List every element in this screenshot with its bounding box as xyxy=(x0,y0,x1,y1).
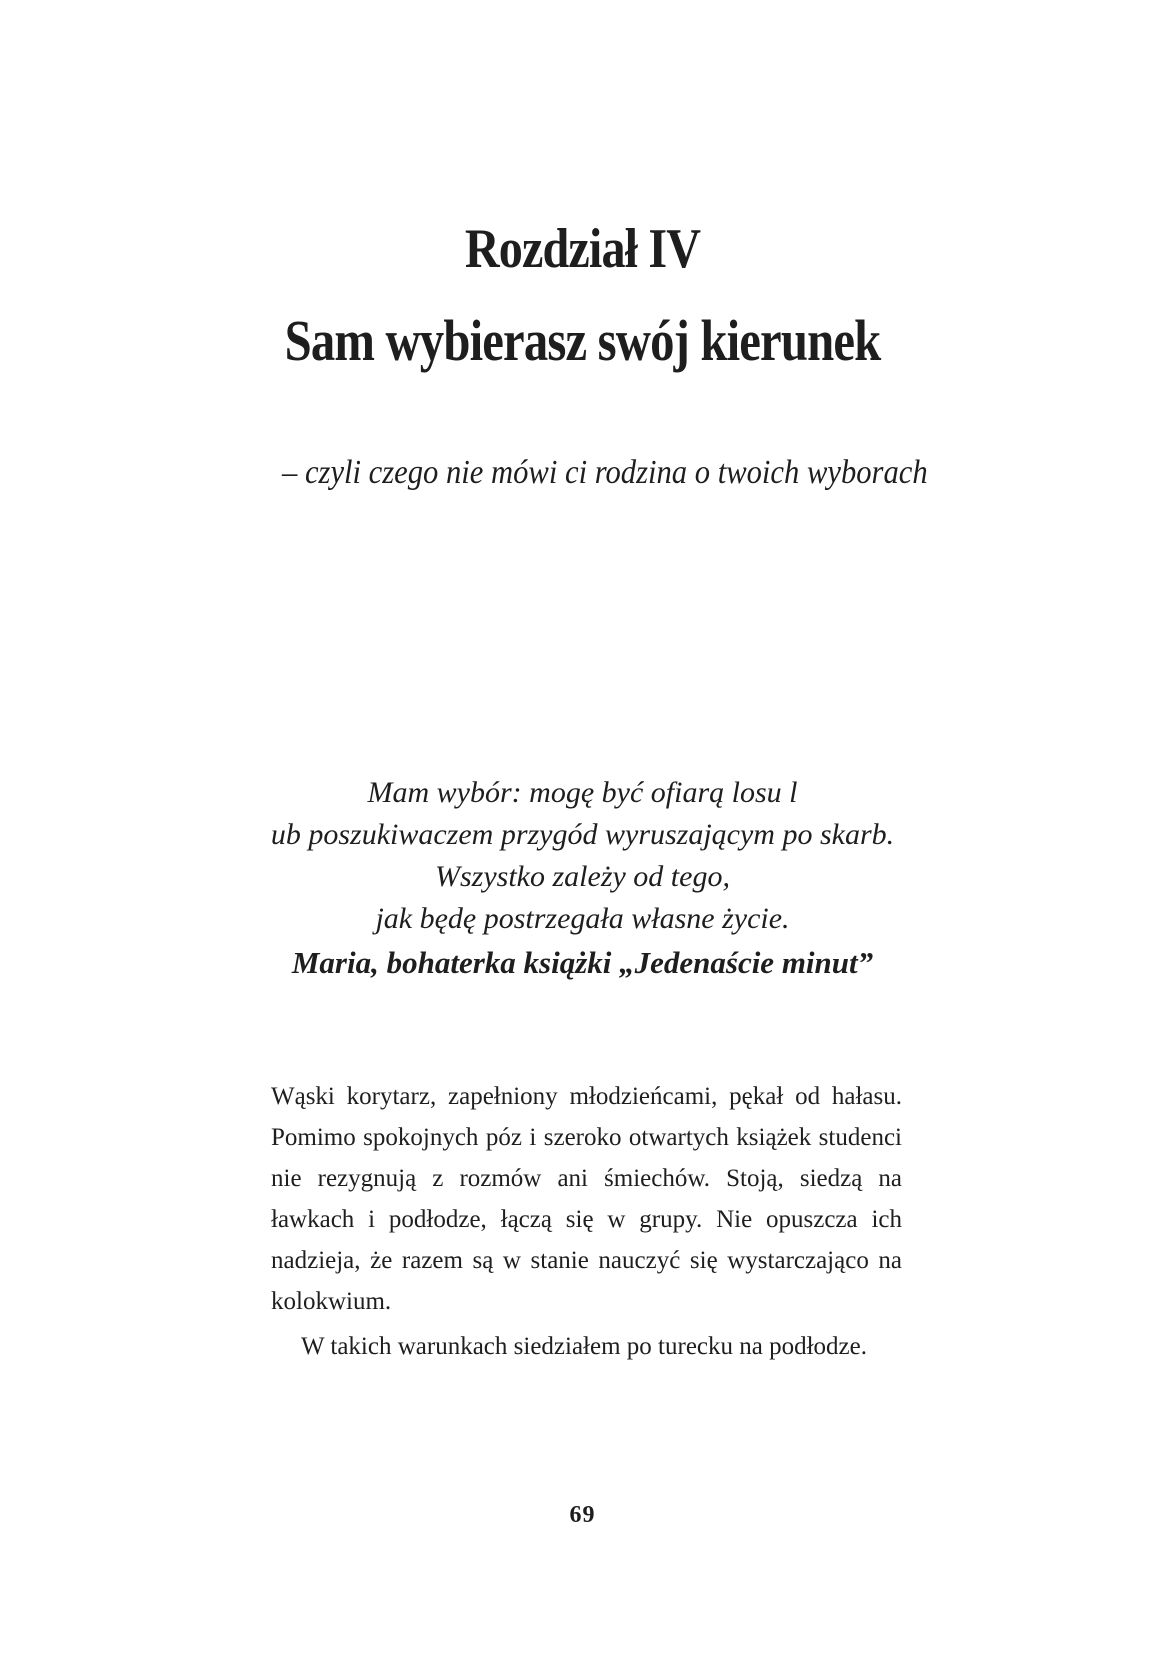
epigraph-line: jak będę postrzegała własne życie. xyxy=(375,902,790,935)
page-number: 69 xyxy=(569,1502,596,1528)
body-text xyxy=(271,1076,902,1367)
epigraph-line: Wszystko zależy od tego, xyxy=(435,860,730,893)
paragraph: Wąski korytarz, zapełniony młodzieńcami, pękał od hałasu. Pomimo spokojnych póz i szeroko otwartych książek studenci nie rezygnują z rozmów ani śmiechów. Stoją, siedzą na ławkach i podłodze, łączą się w grupy. Nie opuszcza ich nadzieja, że razem są w stanie nauczyć się wystarczająco na kolokwium. xyxy=(271,1083,902,1315)
chapter-subtitle: – czyli czego nie mówi ci rodzina o twoich wyborach xyxy=(282,454,928,491)
epigraph-attribution: Maria, bohaterka książki „Jedenaście minut” xyxy=(291,945,874,980)
epigraph-line: Mam wybór: mogę być ofiarą losu l xyxy=(367,776,798,809)
chapter-number: Rozdział IV xyxy=(464,218,701,280)
paragraph: W takich warunkach siedziałem po turecku na podłodze. xyxy=(301,1333,867,1360)
chapter-title: Sam wybierasz swój kierunek xyxy=(284,308,881,373)
epigraph xyxy=(150,772,1015,985)
epigraph-line: ub poszukiwaczem przygód wyruszającym po skarb. xyxy=(270,818,895,851)
